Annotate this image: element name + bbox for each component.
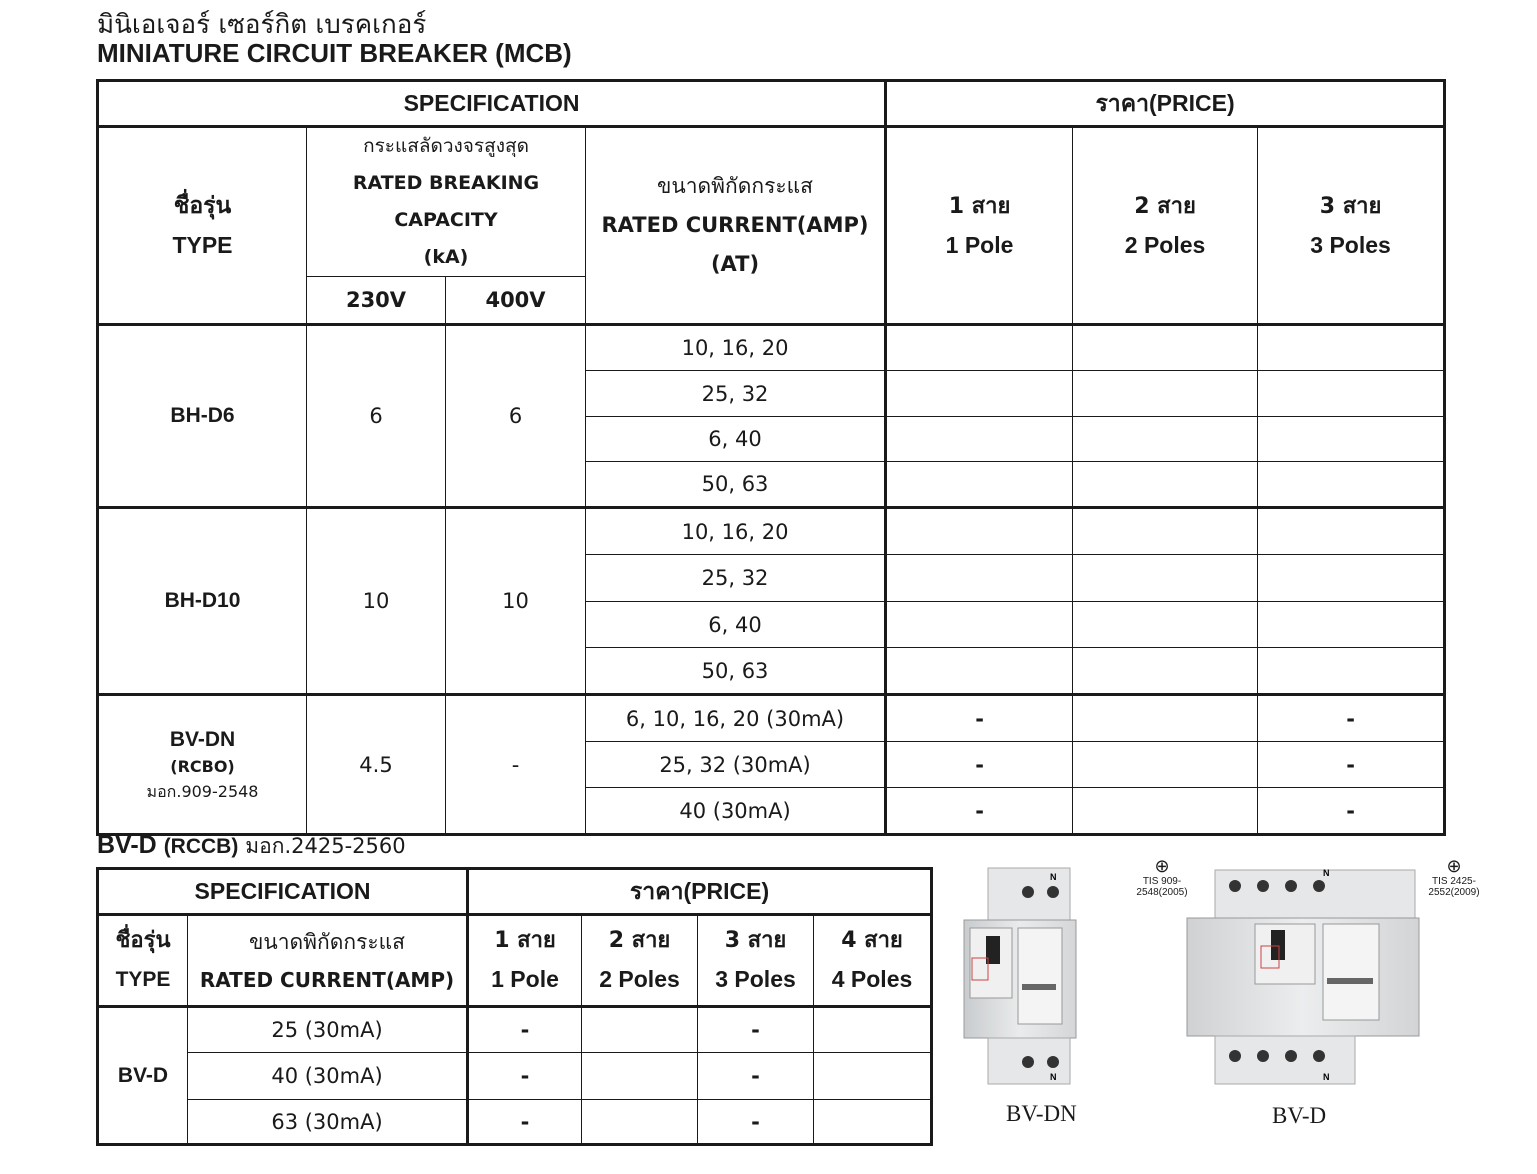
spec-header: SPECIFICATION [98, 869, 468, 915]
price-cell: - [886, 695, 1073, 742]
rated-current-cell: 40 (30mA) [586, 788, 886, 835]
page-title-english: MINIATURE CIRCUIT BREAKER (MCB) [97, 38, 572, 68]
tis-mark-icon: ⊕ [1446, 856, 1462, 876]
type-header: ชื่อรุ่น TYPE [98, 915, 188, 1007]
pole-1-header: 1 สาย 1 Pole [886, 127, 1073, 325]
rated-current-cell: 25, 32 (30mA) [586, 742, 886, 788]
mcb-price-table [96, 79, 1446, 836]
price-cell: - [698, 1007, 814, 1053]
price-cell: - [1258, 742, 1445, 788]
capacity-400v-cell: - [446, 695, 586, 835]
bv-d-caption: BV-D [1272, 1103, 1327, 1128]
rated-current-header: ขนาดพิกัดกระแส RATED CURRENT(AMP) (AT) [586, 127, 886, 325]
price-cell [1258, 417, 1445, 462]
svg-text:N: N [1050, 872, 1057, 882]
capacity-400v-cell: 6 [446, 325, 586, 508]
voltage-230-header: 230V [307, 277, 446, 325]
rccb-section-title [97, 830, 406, 863]
price-cell [1073, 742, 1258, 788]
rccb-model-label: BV-D [97, 831, 157, 859]
price-cell [1073, 602, 1258, 648]
rated-current-cell: 25 (30mA) [188, 1007, 468, 1053]
pole-1-header: 1 สาย 1 Pole [468, 915, 582, 1007]
price-cell [1073, 508, 1258, 555]
rated-current-cell: 25, 32 [586, 555, 886, 602]
capacity-230v-cell: 10 [307, 508, 446, 695]
svg-text:N: N [1323, 868, 1330, 878]
price-cell [814, 1100, 932, 1145]
bv-dn-caption: BV-DN [1006, 1101, 1077, 1126]
bv-dn-certification-text: TIS 909-2548(2005) [1136, 876, 1188, 898]
price-cell [886, 508, 1073, 555]
pole-3-header: 3 สาย 3 Poles [1258, 127, 1445, 325]
price-cell [1258, 648, 1445, 695]
tis-mark-icon: ⊕ [1154, 856, 1170, 876]
price-cell [814, 1053, 932, 1100]
price-cell [1073, 371, 1258, 417]
price-cell [582, 1053, 698, 1100]
price-cell: - [698, 1100, 814, 1145]
voltage-400-header: 400V [446, 277, 586, 325]
rated-current-cell: 6, 40 [586, 602, 886, 648]
price-cell [886, 555, 1073, 602]
type-cell: BV-DN (RCBO) มอก.909-2548 [98, 695, 307, 835]
rated-current-cell: 25, 32 [586, 371, 886, 417]
pole-2-header: 2 สาย 2 Poles [1073, 127, 1258, 325]
price-cell: - [1258, 695, 1445, 742]
rccb-standard-label: มอก.2425-2560 [245, 834, 406, 858]
price-cell [1258, 371, 1445, 417]
price-cell [1258, 462, 1445, 508]
price-header: ราคา(PRICE) [468, 869, 932, 915]
price-cell: - [468, 1007, 582, 1053]
capacity-230v-cell: 4.5 [307, 695, 446, 835]
rated-current-cell: 40 (30mA) [188, 1053, 468, 1100]
page-title-thai: มินิเอเจอร์ เซอร์กิต เบรคเกอร์ [97, 10, 427, 40]
pole-4-header: 4 สาย 4 Poles [814, 915, 932, 1007]
type-header: ชื่อรุ่น TYPE [98, 127, 307, 325]
price-cell: - [886, 742, 1073, 788]
rated-current-cell: 63 (30mA) [188, 1100, 468, 1145]
price-cell [886, 417, 1073, 462]
price-cell [582, 1007, 698, 1053]
price-cell [1073, 325, 1258, 371]
rated-current-header: ขนาดพิกัดกระแส RATED CURRENT(AMP) [188, 915, 468, 1007]
price-cell: - [468, 1100, 582, 1145]
pole-3-header: 3 สาย 3 Poles [698, 915, 814, 1007]
price-cell [1073, 417, 1258, 462]
price-cell [886, 602, 1073, 648]
price-cell [582, 1100, 698, 1145]
spec-header: SPECIFICATION [98, 81, 886, 127]
price-cell [886, 648, 1073, 695]
price-cell [1073, 555, 1258, 602]
type-cell: BH-D10 [98, 508, 307, 695]
bv-dn-product-image [958, 866, 1078, 1086]
price-cell: - [1258, 788, 1445, 835]
price-cell: - [698, 1053, 814, 1100]
price-cell [1073, 648, 1258, 695]
rccb-price-table [96, 867, 933, 1146]
price-cell [1258, 508, 1445, 555]
price-cell [1073, 788, 1258, 835]
price-cell [1258, 602, 1445, 648]
price-cell [1258, 325, 1445, 371]
price-cell [814, 1007, 932, 1053]
bv-d-certification [1412, 856, 1496, 898]
price-cell [886, 462, 1073, 508]
rated-current-cell: 6, 40 [586, 417, 886, 462]
rated-current-cell: 10, 16, 20 [586, 508, 886, 555]
bv-d-product-image [1185, 866, 1420, 1086]
rated-current-cell: 50, 63 [586, 462, 886, 508]
breaking-capacity-header: กระแสลัดวงจรสูงสุด RATED BREAKING CAPACITY (kA) [307, 127, 586, 277]
rated-current-cell: 50, 63 [586, 648, 886, 695]
rccb-kind-label: (RCCB) [163, 835, 239, 858]
price-cell [886, 371, 1073, 417]
rated-current-cell: 10, 16, 20 [586, 325, 886, 371]
pole-2-header: 2 สาย 2 Poles [582, 915, 698, 1007]
price-cell [1073, 462, 1258, 508]
capacity-400v-cell: 10 [446, 508, 586, 695]
capacity-230v-cell: 6 [307, 325, 446, 508]
price-cell [886, 325, 1073, 371]
rated-current-cell: 6, 10, 16, 20 (30mA) [586, 695, 886, 742]
type-cell: BV-D [98, 1007, 188, 1145]
price-cell [1073, 695, 1258, 742]
svg-text:N: N [1323, 1072, 1330, 1082]
price-cell: - [886, 788, 1073, 835]
price-header: ราคา(PRICE) [886, 81, 1445, 127]
price-cell: - [468, 1053, 582, 1100]
bv-d-certification-text: TIS 2425-2552(2009) [1428, 876, 1480, 898]
svg-text:N: N [1050, 1072, 1057, 1082]
price-cell [1258, 555, 1445, 602]
type-cell: BH-D6 [98, 325, 307, 508]
